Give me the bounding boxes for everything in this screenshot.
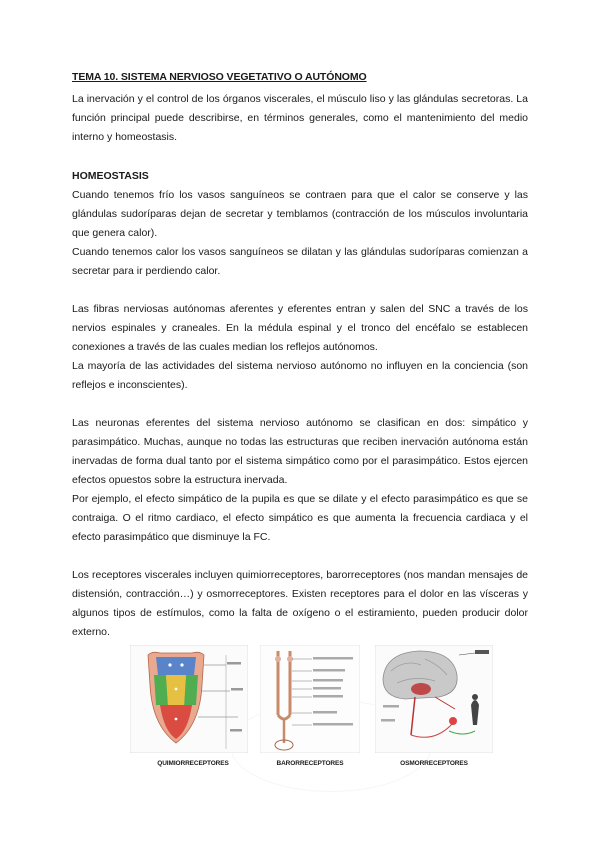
baroreceptors-caption: BARORRECEPTORES	[276, 760, 344, 767]
homeostasis-heading: HOMEOSTASIS	[72, 170, 149, 182]
receptors-paragraph: Los receptores viscerales incluyen quimiorreceptores, barorreceptores (nos mandan mensajes de distensión, contracción…) y osmorreceptores. Existen receptores para el dolor en las vísceras y algunos tipos de estímulos, como la falta de oxígeno o el estiramiento, pueden producir dolor externo.	[72, 569, 528, 638]
chemoreceptors-caption: QUIMIORRECEPTORES	[157, 760, 229, 767]
document-title: TEMA 10. SISTEMA NERVIOSO VEGETATIVO O AUTÓNOMO	[72, 71, 367, 83]
homeostasis-paragraph-cold: Cuando tenemos frío los vasos sanguíneos se contraen para que el calor se conserve y las glándulas sudoríparas dejan de secretar y temblamos (contracción de los músculos involuntaria que genera calor).	[72, 189, 528, 239]
document-body	[72, 70, 528, 642]
intro-paragraph: La inervación y el control de los órganos viscerales, el músculo liso y las glándulas secretoras. La función principal puede describirse, en términos generales, como el mantenimiento del medio interno y homeostasis.	[72, 93, 528, 143]
efferent-neurons-paragraph: Las neuronas eferentes del sistema nervioso autónomo se clasifican en dos: simpático y parasimpático. Muchas, aunque no todas las estructuras que reciben inervación autónoma están inervadas de forma dual tanto por el sistema simpático como por el parasimpático. Estos ejercen efectos opuestos sobre la estructura inervada.	[72, 417, 528, 486]
homeostasis-paragraph-heat: Cuando tenemos calor los vasos sanguíneos se dilatan y las glándulas sudoríparas comienzan a secretar para ir perdiendo calor.	[72, 246, 528, 277]
baroreceptor-diagram-image	[260, 645, 360, 753]
tongue-diagram-image	[130, 645, 248, 753]
sympathetic-example-paragraph: Por ejemplo, el efecto simpático de la pupila es que se dilate y el efecto parasimpático es que se contraiga. O el ritmo cardiaco, el efecto simpático es que aumenta la frecuencia cardiaca y el efecto parasimpático que disminuye la FC.	[72, 493, 528, 543]
receptor-figures	[130, 645, 490, 775]
fibers-paragraph: Las fibras nerviosas autónomas aferentes y eferentes entran y salen del SNC a través de los nervios espinales y craneales. En la médula espinal y el tronco del encéfalo se establecen conexiones a través de las cuales median los reflejos autónomos.	[72, 303, 528, 353]
osmoreceptors-caption: OSMORRECEPTORES	[400, 760, 468, 767]
osmoreceptor-diagram-image	[375, 645, 493, 753]
fibers-consciousness-paragraph: La mayoría de las actividades del sistema nervioso autónomo no influyen en la conciencia (son reflejos e inconscientes).	[72, 360, 528, 391]
